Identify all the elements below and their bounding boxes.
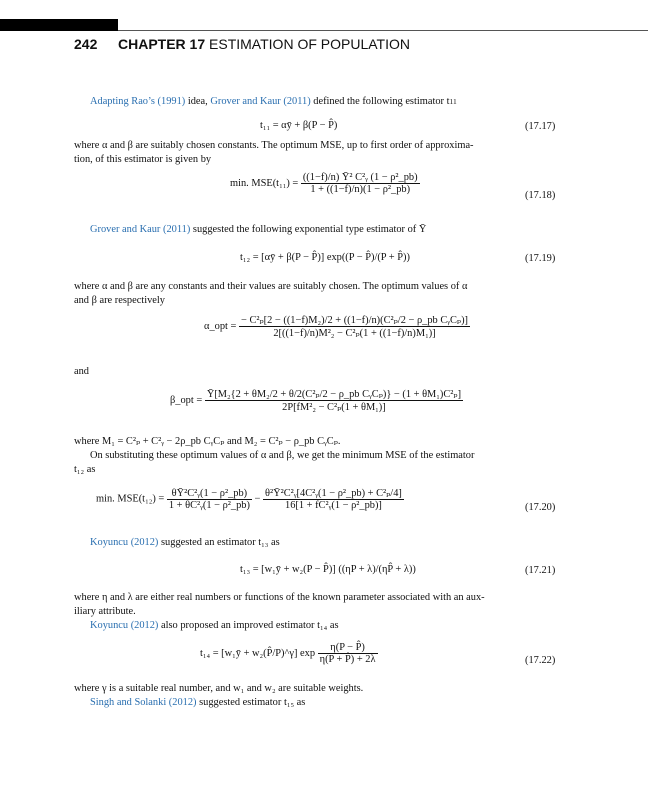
top-black-bar [0, 19, 118, 31]
chapter-label: CHAPTER 17 [118, 36, 206, 52]
running-head [118, 36, 410, 52]
alpha-fraction: $\frac{\text{− C²ₚ[2 − ((1−f)M₂)/2 + ((1−f)/n)(C²ₚ/2 − ρ\_pb CᵧCₚ)]}}{\text{2[((1−f)/n)M²₂ − C²ₚ(1 + ((1−f)/n)M₁)]}}$ [240, 315, 469, 339]
para-line-4: Grover and Kaur (2011) suggested the following exponential type estimator of Ȳ [90, 224, 427, 235]
eq6-fraction-1: $\frac{\text{θȲ²C²ᵧ(1 − ρ²\_pb)}}{\text{1 + θC²ᵧ(1 − ρ²\_pb)}}$ [168, 487, 250, 511]
citation-koyuncu[interactable]: Koyuncu (2012) [90, 537, 159, 548]
eq-number-17-21: (17.21) [525, 565, 556, 576]
para-line-15: where γ is a suitable real number, and w₁ and w₂ are suitable weights. [74, 683, 364, 694]
para-line-3: tion, of this estimator is given by [74, 154, 212, 165]
equation-17-19: t₁₂ = [αȳ + β(P − P̂)] exp((P − P̂)/(P + P̂)) [240, 252, 410, 263]
citation-koyuncu-2[interactable]: Koyuncu (2012) [90, 620, 159, 631]
citation-rao[interactable]: Adapting Rao’s (1991) [90, 96, 186, 107]
para-line-5: where α and β are any constants and their values are suitably chosen. The optimum values of α [74, 281, 468, 292]
beta-fraction: $\frac{\text{Ȳ[M₂\{2 + θM₂/2 + θ/2(C²ₚ/2 − ρ\_pb CᵧCₚ)\} − (1 + θM₁)C²ₚ]}}{\text{2P[fM²₂ − C²ₚ(1 + θM₁)]}}$ [206, 389, 462, 413]
equation-17-17: t₁₁ = αȳ + β(P − P̂) [260, 120, 338, 131]
eq2-fraction: $\frac{\text{((1−f)/n) Ȳ² C²ᵧ (1 − ρ²\_pb)}}{\text{1 + ((1−f)/n)(1 − ρ²\_pb)}}$ [302, 172, 418, 195]
header-rule [118, 30, 648, 31]
chapter-title: ESTIMATION OF POPULATION [209, 36, 410, 52]
para-line-7: and [74, 366, 90, 377]
equation-17-20: min. MSE(t₁₂) = $\frac{\text{θȲ²C²ᵧ(1 − ρ²\_pb)}}{\text{1 + θC²ᵧ(1 − ρ²\_pb)}}$ − $\frac{\text{θ²Ȳ²C²ᵧ[4C²ᵧ(1 − ρ²\_pb) + C²ₚ/4]}}{\text{16[1 + fC²ᵧ(1 − ρ²\_pb)]}}$ [96, 487, 402, 511]
para-line-9: On substituting these optimum values of α and β, we get the minimum MSE of the estimator [90, 450, 475, 461]
citation-singh-solanki[interactable]: Singh and Solanki (2012) [90, 697, 197, 708]
para-line-11: Koyuncu (2012) suggested an estimator t₁₃ as [90, 537, 280, 548]
equation-17-18: min. MSE(t₁₁) = $\frac{\text{((1−f)/n) Ȳ² C²ᵧ (1 − ρ²\_pb)}}{\text{1 + ((1−f)/n)(1 − ρ²\_pb)}}$ [230, 172, 418, 195]
para-line-6: and β are respectively [74, 295, 165, 306]
eq-number-17-19: (17.19) [525, 253, 556, 264]
eq-number-17-22: (17.22) [525, 655, 556, 666]
citation-grover-kaur-2[interactable]: Grover and Kaur (2011) [90, 224, 191, 235]
page-number: 242 [74, 36, 98, 52]
equation-17-21: t₁₃ = [w₁ȳ + w₂(P − P̂)] ((ηP + λ)/(ηP̂ + λ)) [240, 564, 416, 575]
para-line-2: where α and β are suitably chosen constants. The optimum MSE, up to first order of approxima- [74, 140, 474, 151]
para-line-12: where η and λ are either real numbers or functions of the known parameter associated with an aux- [74, 592, 485, 603]
para-line-16: Singh and Solanki (2012) suggested estimator t₁₅ as [90, 697, 306, 708]
eq-number-17-20: (17.20) [525, 502, 556, 513]
eq-number-17-18: (17.18) [525, 190, 556, 201]
citation-grover-kaur[interactable]: Grover and Kaur (2011) [210, 96, 311, 107]
para-line-10: t₁₂ as [74, 464, 96, 475]
para-line-8: where M₁ = C²ₚ + C²ᵧ − 2ρ_pb CᵧCₚ and M₂ = C²ₚ − ρ_pb CᵧCₚ. [74, 436, 341, 447]
eq-number-17-17: (17.17) [525, 121, 556, 132]
para-line-14: Koyuncu (2012) also proposed an improved estimator t₁₄ as [90, 620, 339, 631]
para-line-13: iliary attribute. [74, 606, 136, 617]
equation-alpha-opt: α_opt = $\frac{\text{− C²ₚ[2 − ((1−f)M₂)/2 + ((1−f)/n)(C²ₚ/2 − ρ\_pb CᵧCₚ)]}}{\text{2[((1−f)/n)M²₂ − C²ₚ(1 + ((1−f)/n)M₁)]}}$ [204, 315, 469, 339]
para-line-1: Adapting Rao’s (1991) idea, Grover and Kaur (2011) defined the following estimator t11 [90, 96, 457, 107]
equation-17-22: t₁₄ = [w₁ȳ + w₂(P̂/P)^γ] exp $\frac{\eta(P - P̂)}{\eta(P + P̂) + 2\lambda}$ [200, 642, 376, 665]
equation-beta-opt: β_opt = $\frac{\text{Ȳ[M₂\{2 + θM₂/2 + θ/2(C²ₚ/2 − ρ\_pb CᵧCₚ)\} − (1 + θM₁)C²ₚ]}}{\text{2P[fM²₂ − C²ₚ(1 + θM₁)]}}$ [170, 389, 462, 413]
eq6-fraction-2: $\frac{\text{θ²Ȳ²C²ᵧ[4C²ᵧ(1 − ρ²\_pb) + C²ₚ/4]}}{\text{16[1 + fC²ᵧ(1 − ρ²\_pb)]}}$ [265, 488, 402, 511]
eq8-fraction: $\frac{\eta(P - P̂)}{\eta(P + P̂) + 2\lambda}$ [319, 642, 376, 665]
